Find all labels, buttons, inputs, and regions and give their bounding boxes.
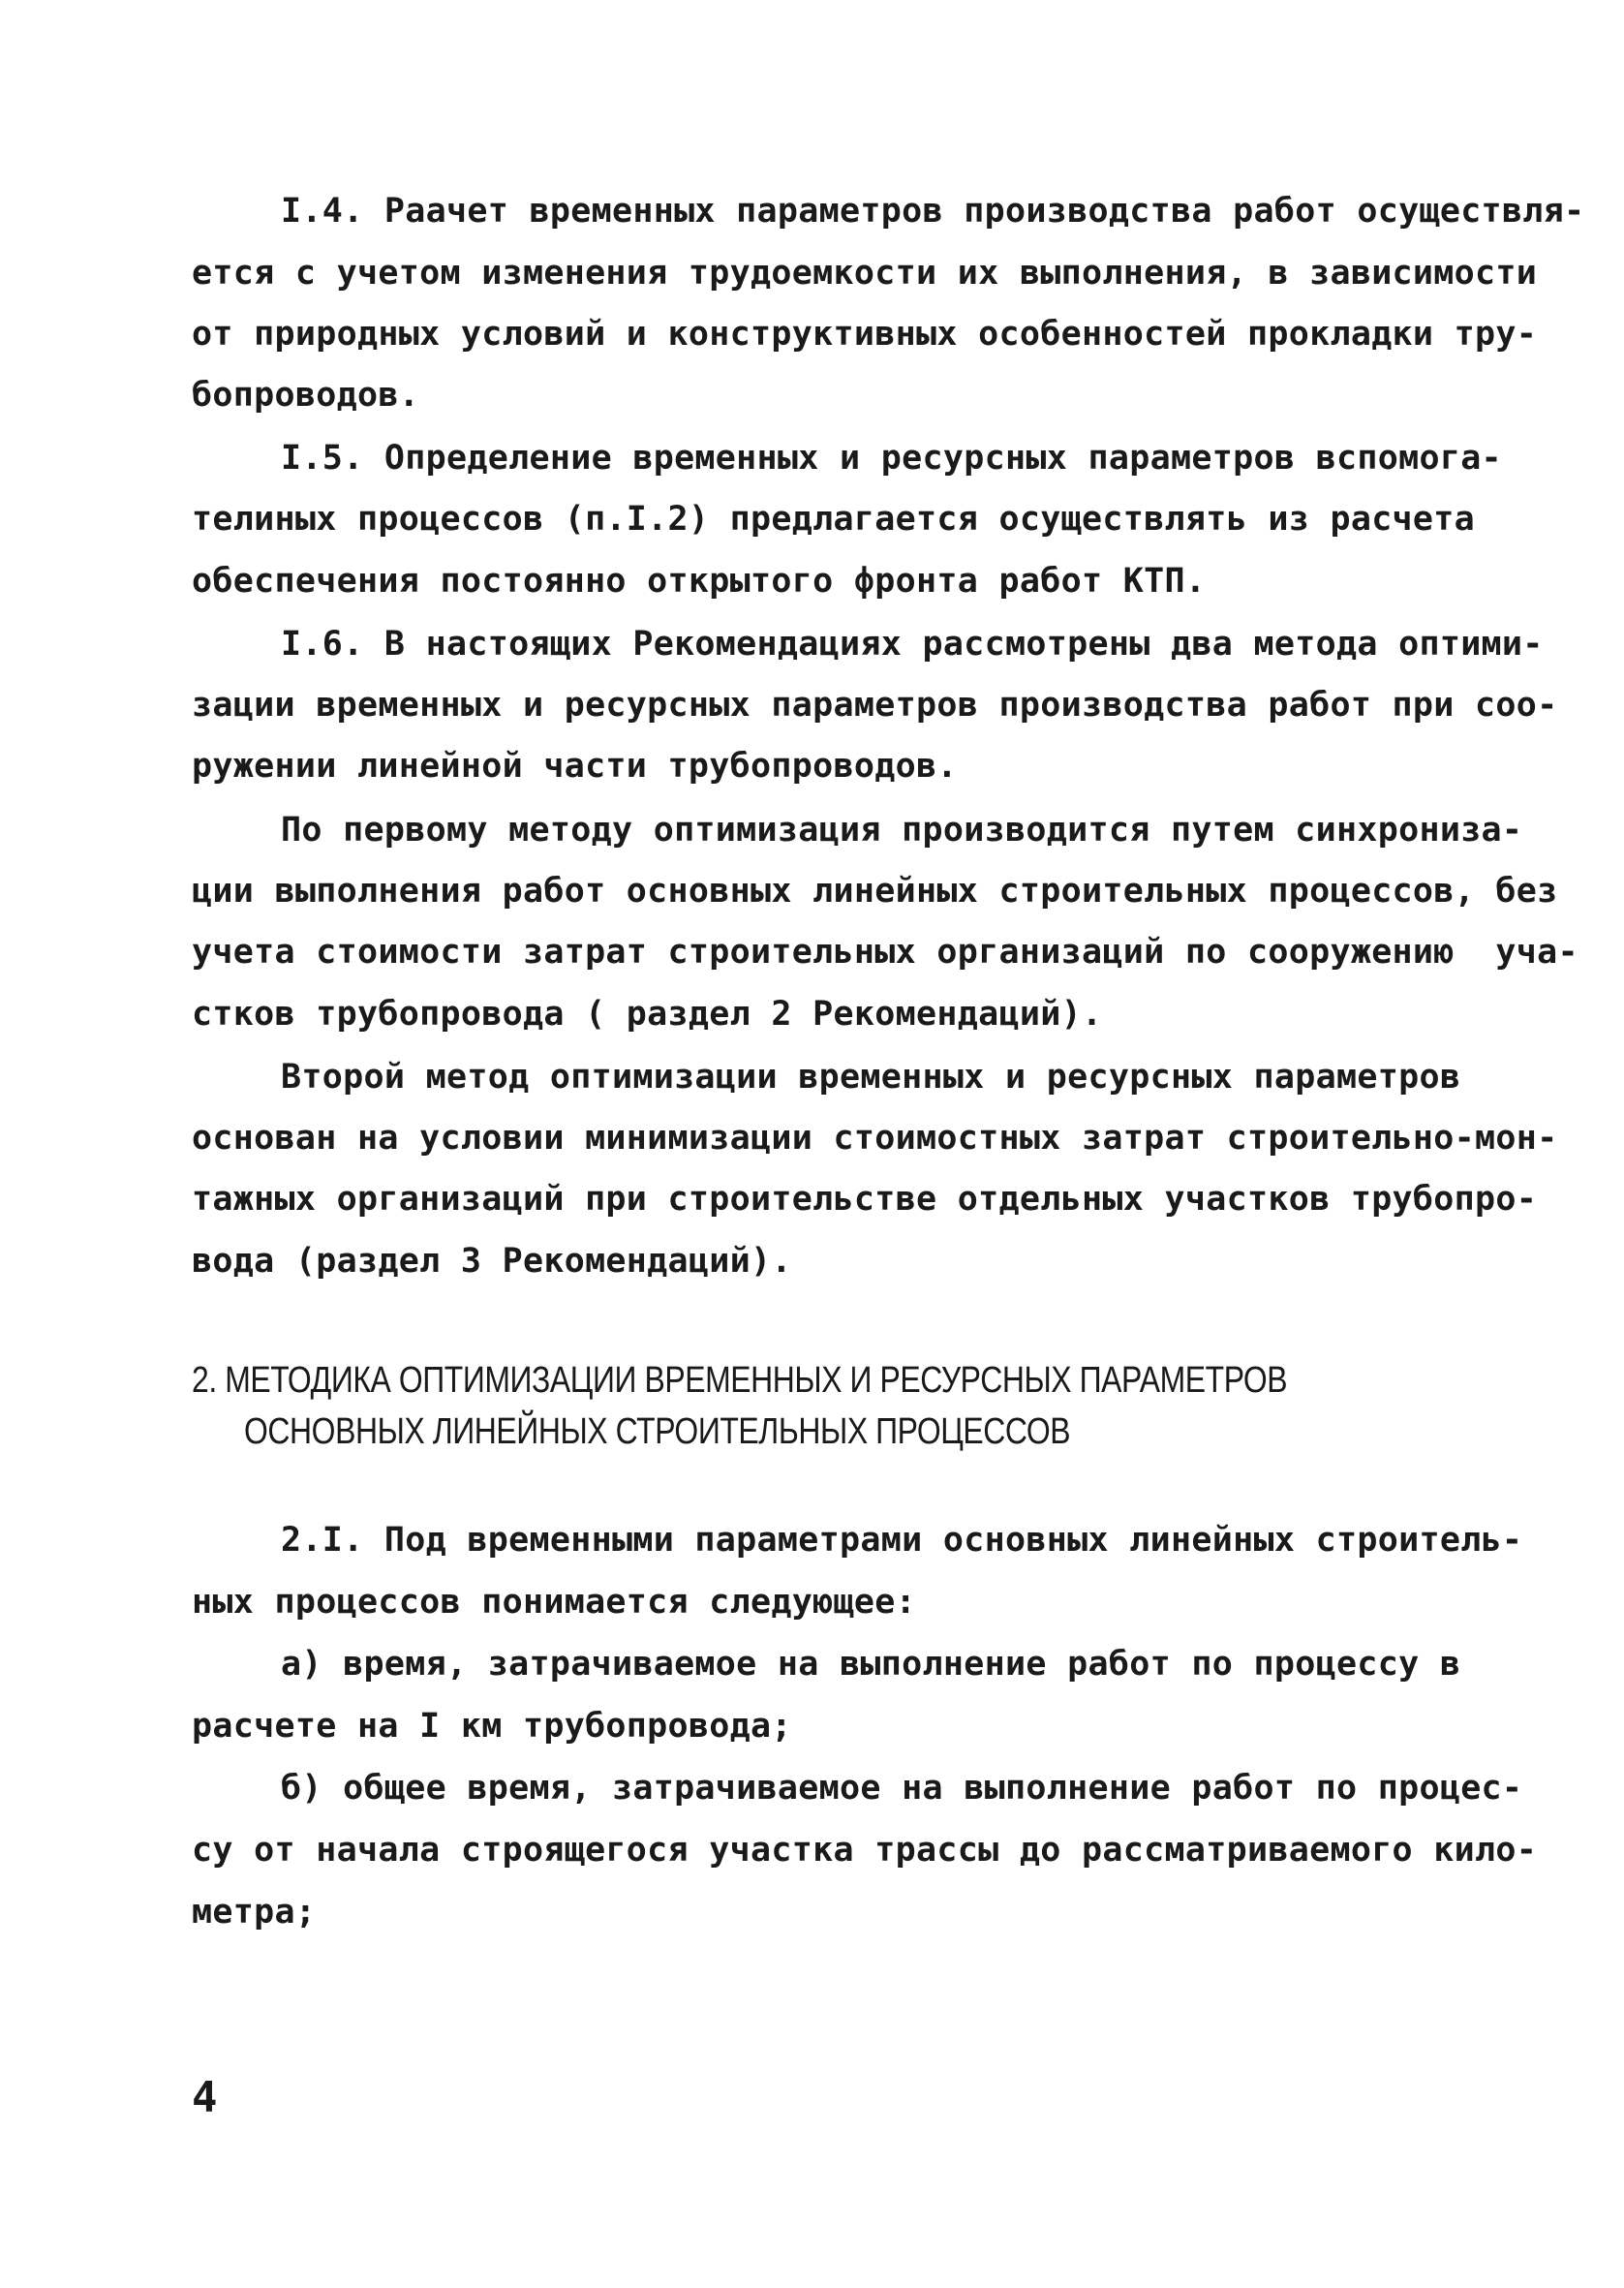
text-line: телиных процессов (п.I.2) предлагается осуществлять из расчета [192,500,1476,539]
text-line: ружении линейной части трубопроводов. [192,747,958,786]
text-line: учета стоимости затрат строительных организаций по сооружению уча- [192,933,1578,972]
text-line: бопроводов. [192,376,420,415]
text-line: расчете на I км трубопровода; [192,1707,792,1746]
text-line: зации временных и ресурсных параметров производства работ при соо- [192,686,1558,725]
text-line: I.4. Раачет временных параметров производства работ осуществля- [281,192,1585,231]
text-line: вода (раздел 3 Рекомендаций). [192,1242,792,1281]
text-line: основан на условии минимизации стоимостных затрат строительно-мон- [192,1119,1558,1158]
text-line: ется с учетом изменения трудоемкости их выполнения, в зависимости [192,254,1538,293]
text-line: По первому методу оптимизация производится путем синхрониза- [281,811,1523,850]
text-line: су от начала строящегося участка трассы до рассматриваемого кило- [192,1831,1538,1870]
page-number: 4 [192,2073,218,2122]
text-line: 2.I. Под временными параметрами основных линейных строитель- [281,1521,1523,1560]
text-line: метра; [192,1893,317,1932]
text-line: а) время, затрачиваемое на выполнение работ по процессу в [281,1645,1461,1684]
heading-line: ОСНОВНЫХ ЛИНЕЙНЫХ СТРОИТЕЛЬНЫХ ПРОЦЕССОВ [244,1411,1071,1452]
text-line: I.6. В настоящих Рекомендациях рассмотрены два метода оптими- [281,625,1544,664]
heading-line: 2. МЕТОДИКА ОПТИМИЗАЦИИ ВРЕМЕННЫХ И РЕСУРСНЫХ ПАРАМЕТРОВ [192,1360,1288,1401]
text-line: стков трубопровода ( раздел 2 Рекомендаций). [192,995,1103,1034]
text-line: тажных организаций при строительстве отдельных участков трубопро- [192,1180,1538,1219]
text-line: от природных условий и конструктивных особенностей прокладки тру- [192,315,1538,354]
text-line: ции выполнения работ основных линейных строительных процессов, без [192,872,1558,911]
text-line: ных процессов понимается следующее: [192,1583,917,1622]
text-line: б) общее время, затрачиваемое на выполнение работ по процес- [281,1769,1523,1808]
text-line: обеспечения постоянно открытого фронта работ КТП. [192,562,1207,601]
text-line: Второй метод оптимизации временных и ресурсных параметров [281,1058,1461,1097]
text-line: I.5. Определение временных и ресурсных параметров вспомога- [281,439,1502,478]
